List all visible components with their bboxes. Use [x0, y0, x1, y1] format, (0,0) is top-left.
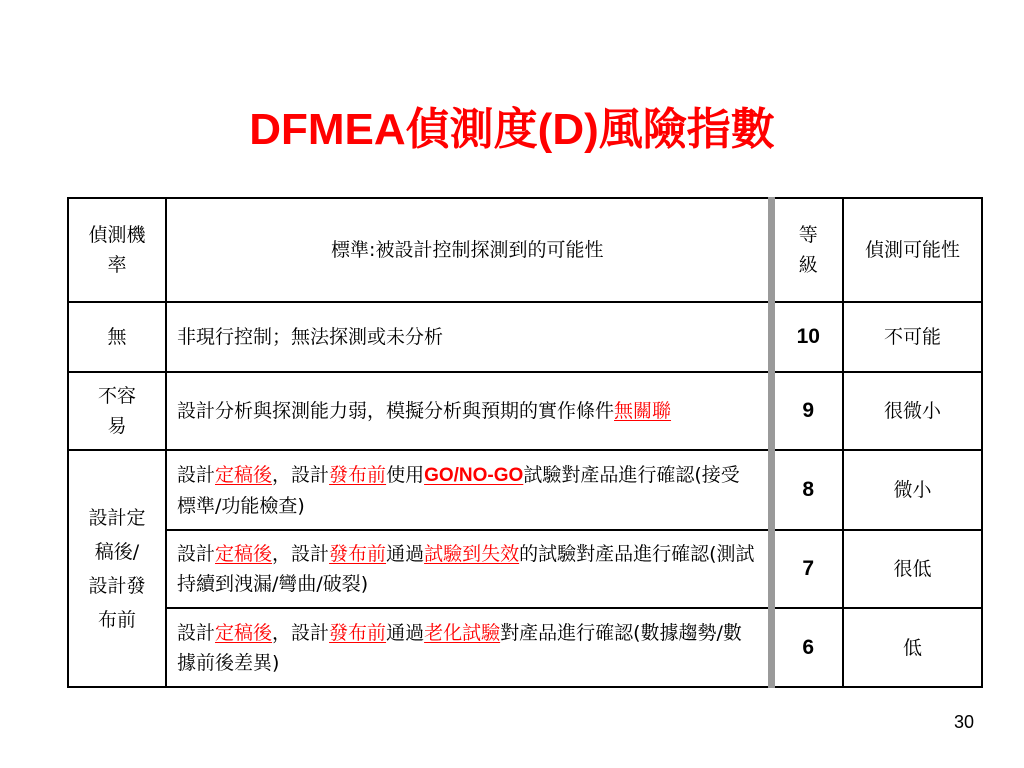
criteria-text: 設計分析與探測能力弱，模擬分析與預期的實作條件 — [177, 400, 615, 422]
criteria-highlight: 試驗到失效 — [424, 543, 520, 565]
criteria-cell: 非現行控制；無法探測或未分析 — [166, 302, 771, 372]
header-grade: 等級 — [771, 198, 843, 302]
slide-title — [0, 100, 1024, 160]
criteria-cell — [166, 530, 771, 608]
table-row — [68, 530, 982, 608]
criteria-highlight: 定稿後 — [215, 463, 273, 486]
title-part-4: 風險指數 — [598, 104, 775, 155]
criteria-text: 設計 — [177, 543, 216, 565]
title-part-1: DFMEA — [249, 105, 406, 154]
criteria-text: 設計 — [177, 621, 216, 644]
criteria-text: 對產品進行確認(數據趨勢/數據前後差異) — [177, 621, 742, 674]
criteria-highlight: 發布前 — [329, 543, 387, 565]
detection-rating-table — [67, 197, 983, 688]
page-number: 30 — [953, 712, 974, 732]
title-part-2: 偵測度 — [405, 104, 538, 155]
title-part-3: (D) — [537, 105, 599, 154]
grade-cell: 6 — [771, 608, 843, 687]
criteria-text: 通過 — [386, 543, 425, 565]
possibility-cell: 不可能 — [843, 302, 982, 372]
grade-cell: 8 — [771, 450, 843, 530]
prob-cell: 不容易 — [68, 372, 166, 450]
criteria-highlight: GO/NO-GO — [424, 464, 524, 486]
grade-cell: 9 — [771, 372, 843, 450]
prob-cell: 無 — [68, 302, 166, 372]
criteria-text: ，設計 — [272, 463, 330, 486]
table-row — [68, 608, 982, 687]
grade-cell: 7 — [771, 530, 843, 608]
criteria-highlight: 發布前 — [329, 463, 387, 486]
header-detection-prob: 偵測機率 — [68, 198, 166, 302]
criteria-text: 試驗對產品進行確認(接受標準/功能檢查) — [177, 463, 740, 517]
criteria-highlight: 老化試驗 — [424, 621, 501, 644]
possibility-cell: 低 — [843, 608, 982, 687]
possibility-cell: 很微小 — [843, 372, 982, 450]
criteria-highlight: 定稿後 — [215, 543, 273, 565]
criteria-text: ，設計 — [272, 621, 330, 644]
header-possibility: 偵測可能性 — [843, 198, 982, 302]
possibility-cell: 微小 — [843, 450, 982, 530]
criteria-text: 通過 — [386, 621, 425, 644]
criteria-text: 使用 — [386, 463, 425, 486]
criteria-text: 設計 — [177, 463, 216, 486]
criteria-text: ，設計 — [272, 543, 330, 565]
criteria-highlight: 無關聯 — [614, 400, 672, 422]
possibility-cell: 很低 — [843, 530, 982, 608]
table-header-row — [68, 198, 982, 302]
table-row — [68, 450, 982, 530]
prob-cell-merged: 設計定稿後/設計發布前 — [68, 450, 166, 687]
criteria-cell — [166, 608, 771, 687]
criteria-highlight: 定稿後 — [215, 621, 273, 644]
header-criteria: 標準:被設計控制探測到的可能性 — [166, 198, 771, 302]
grade-cell: 10 — [771, 302, 843, 372]
criteria-highlight: 發布前 — [329, 621, 387, 644]
table-row — [68, 372, 982, 450]
criteria-cell — [166, 372, 771, 450]
criteria-cell — [166, 450, 771, 530]
table-row — [68, 302, 982, 372]
criteria-text: 的試驗對產品進行確認(測試持續到洩漏/彎曲/破裂) — [177, 543, 755, 595]
